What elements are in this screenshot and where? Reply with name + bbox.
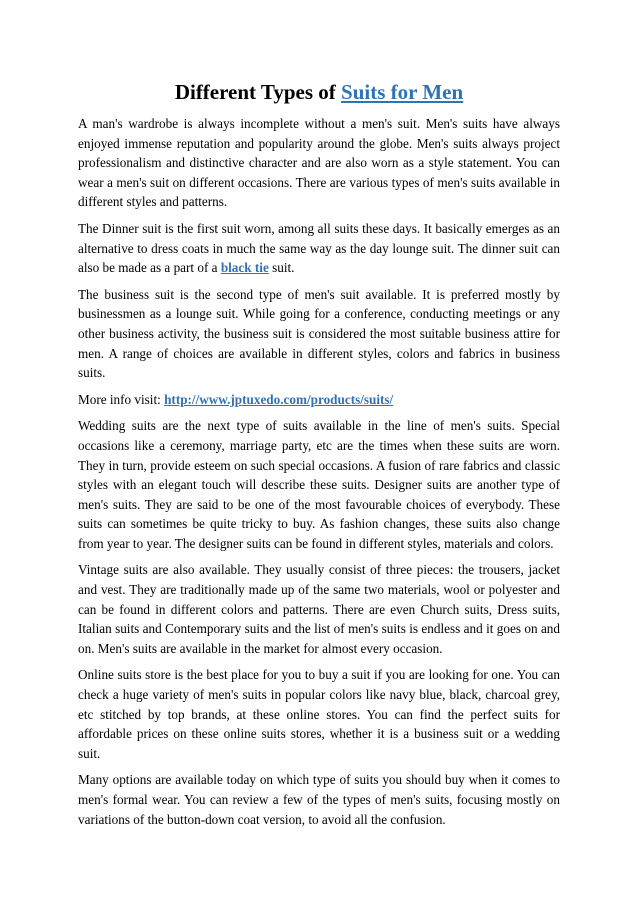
more-info-link[interactable]: http://www.jptuxedo.com/products/suits/ [164, 391, 394, 407]
business-suit-paragraph: The business suit is the second type of men's suit available. It is preferred mostly by businessmen as a lounge suit. While going for a conference, conducting meetings or any other business activity, the business suit is considered the most suitable business attire for men. A range of choices are available in different styles, colors and fabrics in business suits. [78, 286, 560, 381]
online-store-paragraph: Online suits store is the best place for you to buy a suit if you are looking for one. You can check a huge variety of men's suits in popular colors like navy blue, black, charcoal grey, etc stitched by top brands, at these online stores. You can find the perfect suits for affordable prices on these online suits stores, whether it is a business suit or a wedding suit. [78, 667, 560, 761]
vintage-suit-paragraph: Vintage suits are also available. They usually consist of three pieces: the trousers, jacket and vest. They are traditionally made up of the same two materials, wool or polyester and can be found in different colors and patterns. There are even Church suits, Dress suits, Italian suits and Contemporary suits and the list of men's suits is endless and it goes on and on. Men's suits are available in the market for almost every occasion. [78, 562, 560, 656]
more-info-paragraph [78, 390, 560, 410]
document-page [78, 78, 560, 836]
wedding-suit-paragraph: Wedding suits are the next type of suits available in the line of men's suits. Special occasions like a ceremony, marriage party, etc are the times when these suits are worn. They in turn, provide esteem on such special occasions. A fusion of rare fabrics and classic styles with an elegant touch will describe these suits. Designer suits are another type of men's suits. They are said to be one of the most favourable choices of everybody. These suits can sometimes be quite tricky to buy. As fashion changes, these suits also change from year to year. The designer suits can be found in different styles, materials and colors. [78, 418, 560, 551]
dinner-text-before: The Dinner suit is the first suit worn, among all suits these days. It basically emerges as an alternative to dress coats in much the same way as the day lounge suit. The dinner suit can also be made as a part of a [78, 220, 560, 276]
more-info-label: More info visit: [78, 391, 165, 407]
dinner-text-after: suit. [268, 260, 295, 276]
dinner-suit-paragraph [78, 219, 560, 278]
title-link-suits-for-men[interactable]: Suits for Men [341, 80, 464, 104]
title-prefix: Different Types of [174, 80, 342, 104]
page-title [78, 78, 560, 106]
intro-paragraph: A man's wardrobe is always incomplete without a men's suit. Men's suits have always enjoyed immense reputation and popularity around the globe. Men's suits always project professionalism and distinctive character and are also worn as a style statement. You can wear a men's suit on different occasions. There are various types of men's suits available in different styles and patterns. [78, 116, 560, 210]
options-paragraph: Many options are available today on which type of suits you should buy when it comes to men's formal wear. You can review a few of the types of men's suits, focusing mostly on variations of the button-down coat version, to avoid all the confusion. [78, 772, 560, 827]
black-tie-link[interactable]: black tie [220, 260, 269, 276]
